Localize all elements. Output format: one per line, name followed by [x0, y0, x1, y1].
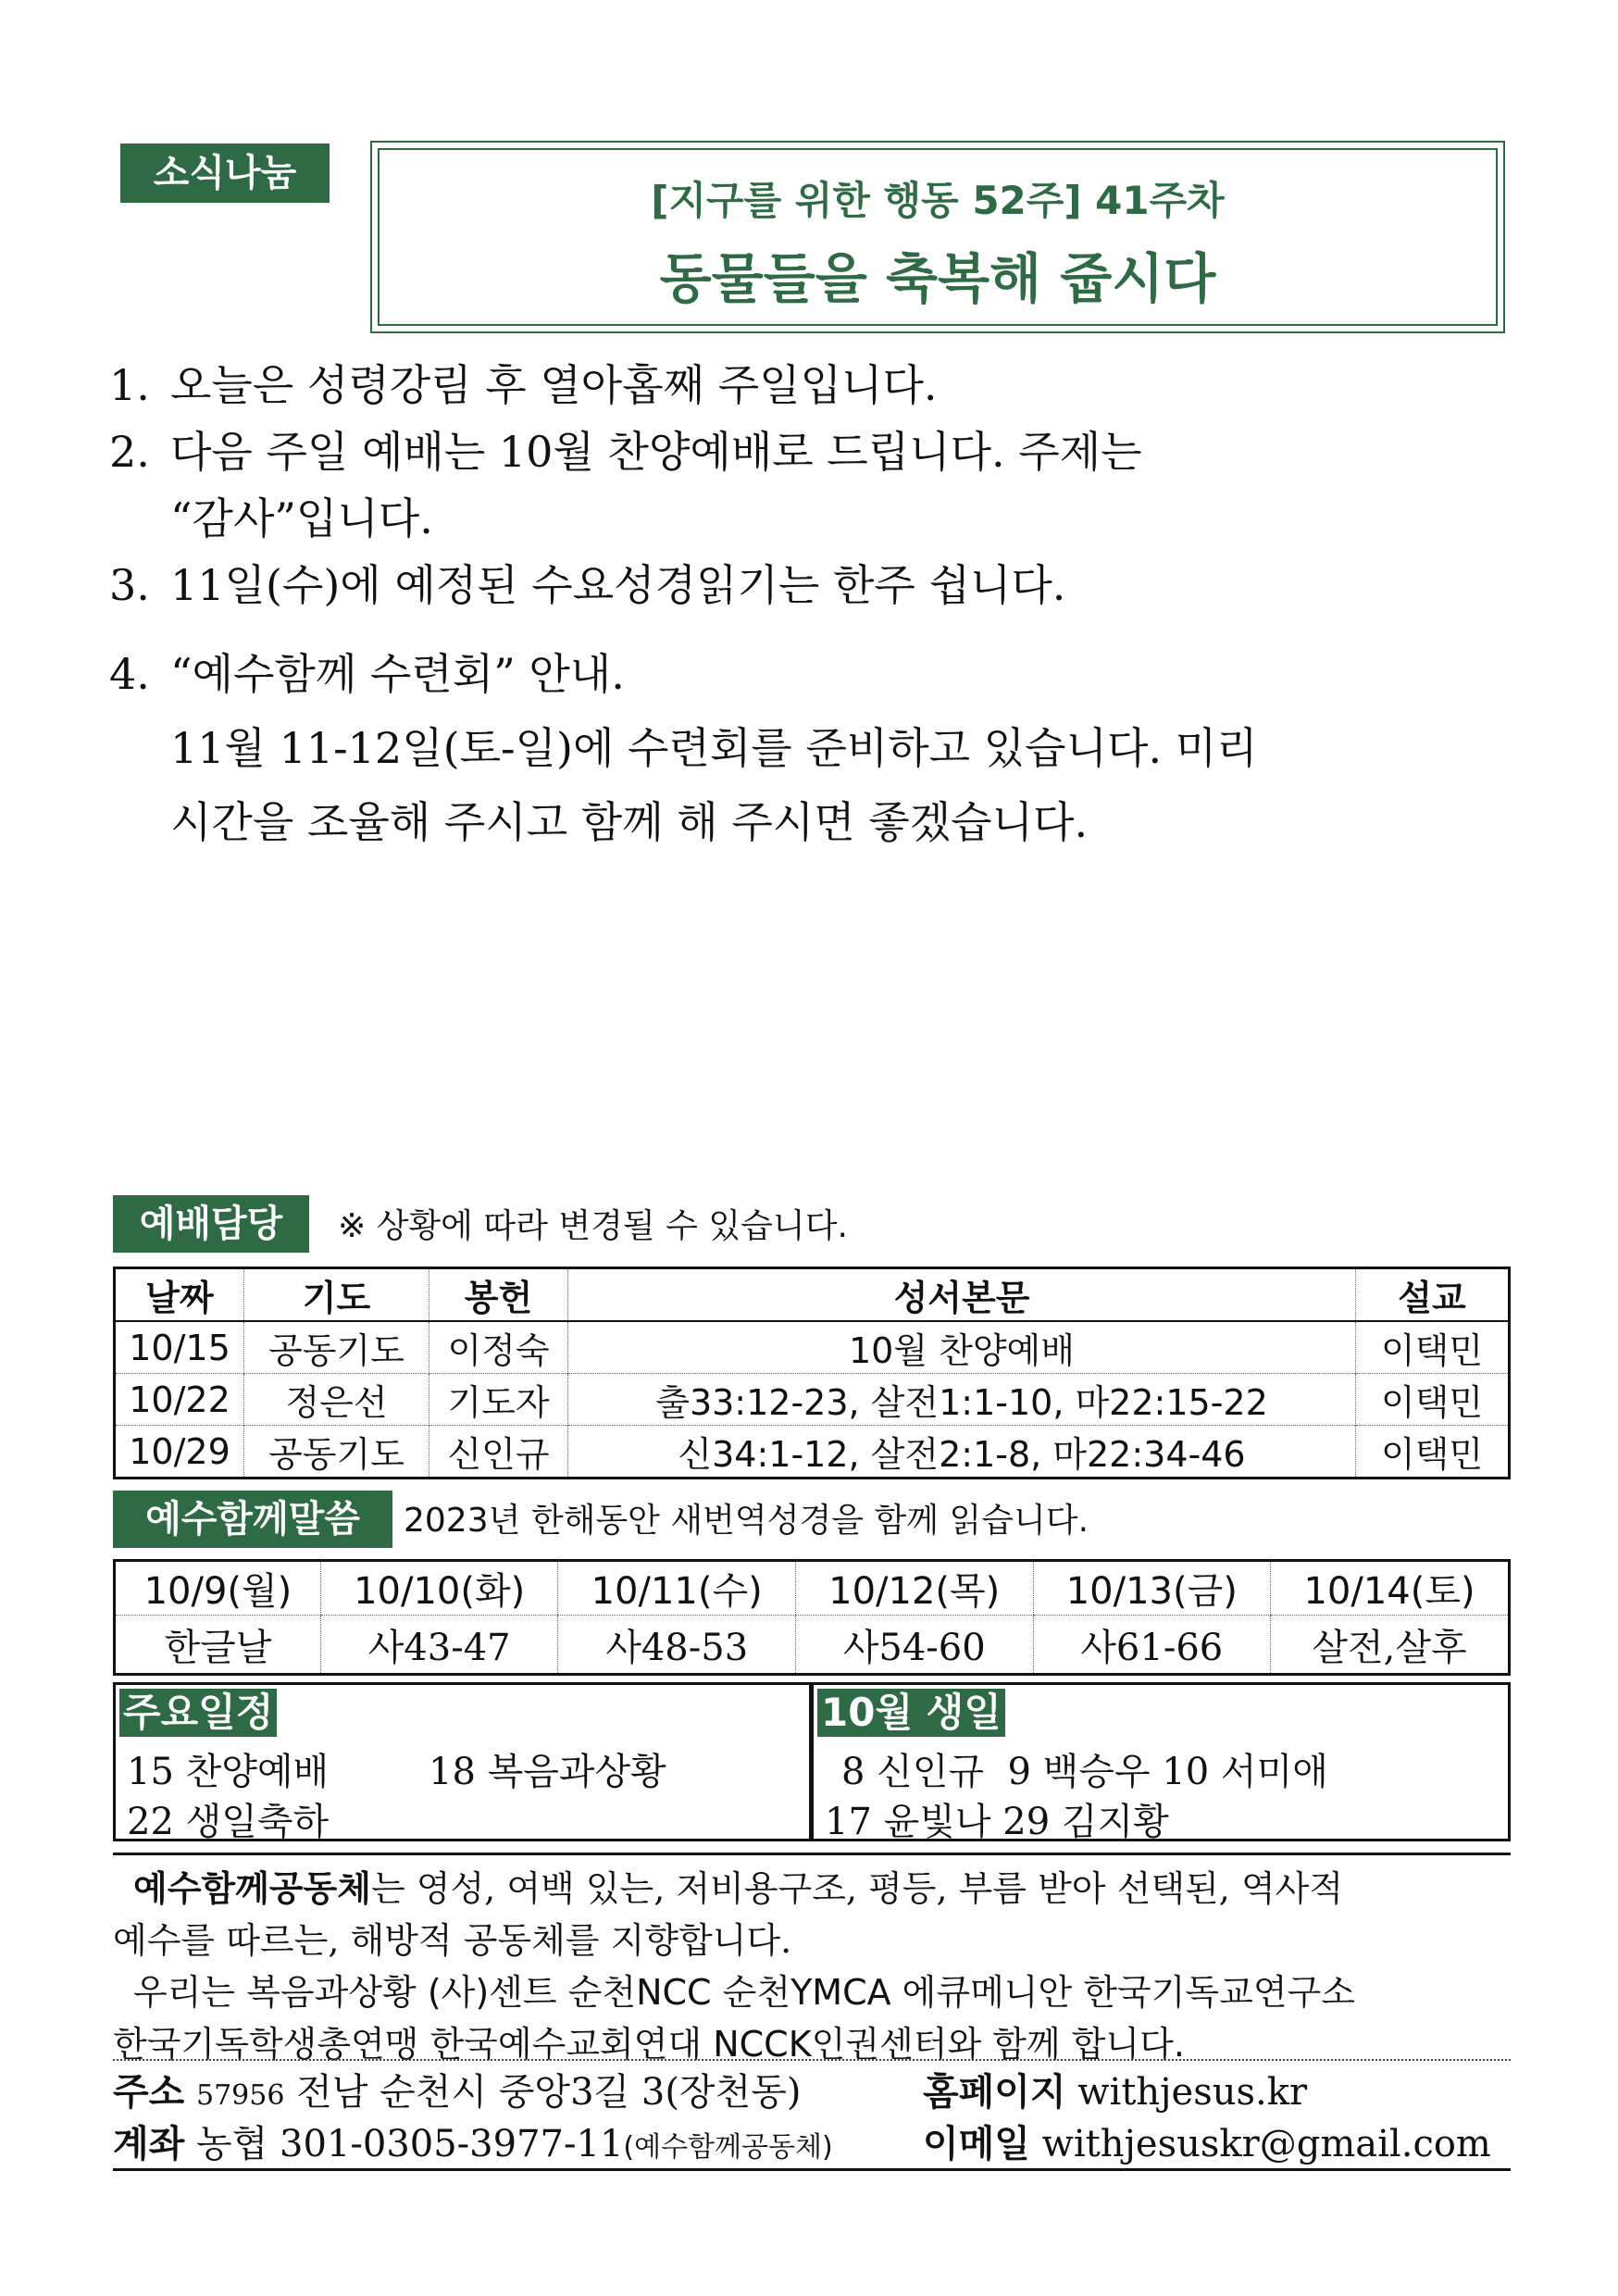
- account-label: 계좌: [113, 2123, 185, 2165]
- notice-item: [109, 641, 1516, 707]
- column-header: 기도: [244, 1268, 429, 1322]
- account-holder: (예수함께공동체): [623, 2131, 833, 2164]
- homepage-label: 홈페이지: [923, 2071, 1066, 2114]
- reading-book: 살전,살후: [1271, 1616, 1510, 1675]
- reading-date: 10/12(목): [795, 1561, 1033, 1616]
- table-cell: 출33:12-23, 살전1:1-10, 마22:15-22: [568, 1374, 1356, 1426]
- table-cell: 이택민: [1356, 1321, 1510, 1374]
- reading-date: 10/13(금): [1033, 1561, 1271, 1616]
- table-cell: 10/29: [115, 1426, 244, 1479]
- community-desc: 는 영성, 여백 있는, 저비용구조, 평등, 부름 받아 선택된, 역사적: [370, 1868, 1344, 1909]
- birthday-tag: 10월 생일: [817, 1689, 1005, 1737]
- community-partners: 우리는 복음과상황 (사)센트 순천NCC 순천YMCA 에큐메니안 한국기독교연구소: [133, 1972, 1355, 2013]
- reading-date: 10/10(화): [320, 1561, 558, 1616]
- community-line: [113, 1863, 1511, 1915]
- notice-list: [109, 352, 1516, 855]
- table-cell: 10/15: [129, 1327, 230, 1368]
- table-cell: 정은선: [244, 1374, 429, 1426]
- reading-book: 사48-53: [558, 1616, 796, 1675]
- worship-section-tag: 예배담당: [113, 1195, 309, 1253]
- reading-note: 2023년 한해동안 새번역성경을 함께 읽습니다.: [404, 1502, 1089, 1540]
- worship-note: ※ 상황에 따라 변경될 수 있습니다.: [338, 1207, 848, 1245]
- reading-book: 사43-47: [320, 1616, 558, 1675]
- footer: [113, 2066, 1511, 2170]
- table-header-row: [115, 1268, 1510, 1322]
- footer-line: [113, 2066, 1511, 2118]
- reading-books-row: [115, 1616, 1510, 1675]
- table-cell: 기도자: [429, 1374, 568, 1426]
- birthday-line: 17 윤빛나 29 김지황: [825, 1801, 1169, 1843]
- birthday-box: [812, 1682, 1511, 1841]
- table-cell: 공동기도: [244, 1426, 429, 1479]
- account-number: 301-0305-3977-11: [280, 2123, 624, 2165]
- table-cell: 이정숙: [429, 1321, 568, 1374]
- notice-item: [109, 552, 1516, 618]
- title-box: [370, 141, 1505, 333]
- table-cell: 10/22: [115, 1374, 244, 1426]
- schedule-box: [113, 1682, 812, 1841]
- address: 전남 순천시 중앙3길 3(장천동): [296, 2071, 802, 2114]
- notice-item: [109, 352, 1516, 418]
- community-partners: 한국기독학생총연맹 한국예수교회연대 NCCK인권센터와 함께 합니다.: [113, 2024, 1185, 2065]
- reading-section-tag: 예수함께말씀: [113, 1491, 392, 1548]
- notice-text: “예수함께 수련회” 안내.: [170, 649, 625, 699]
- footer-bottom-rule: [113, 2168, 1511, 2171]
- notice-text: 다음 주일 예배는 10월 찬양예배로 드립니다. 주제는: [170, 427, 1142, 477]
- table-cell: 신인규: [429, 1426, 568, 1479]
- table-cell: 이택민: [1356, 1374, 1510, 1426]
- notice-text: 11월 11-12일(토-일)에 수련회를 준비하고 있습니다. 미리: [170, 723, 1258, 773]
- notice-text: 오늘은 성령강림 후 열아홉째 주일입니다.: [170, 360, 938, 410]
- table-cell: 신34:1-12, 살전2:1-8, 마22:34-46: [568, 1426, 1356, 1479]
- reading-book: 한글날: [164, 1626, 272, 1669]
- column-header: 설교: [1356, 1268, 1510, 1322]
- schedule-tag: 주요일정: [119, 1689, 277, 1737]
- notice-item: [109, 418, 1516, 485]
- table-row: [115, 1426, 1510, 1479]
- dotted-divider: [113, 2059, 1511, 2061]
- notice-number: 3.: [109, 560, 150, 610]
- notice-number: 1.: [109, 360, 150, 410]
- table-cell: 10월 찬양예배: [568, 1321, 1356, 1374]
- notice-text: 시간을 조율해 주시고 함께 해 주시면 좋겠습니다.: [170, 797, 1089, 847]
- table-cell: 이택민: [1356, 1426, 1510, 1479]
- email-link[interactable]: withjesuskr@gmail.com: [1041, 2123, 1491, 2165]
- title-subtitle: [지구를 위한 행동 52주] 41주차: [651, 178, 1225, 223]
- table-row: [115, 1374, 1510, 1426]
- schedule-item: 22 생일축하: [127, 1801, 330, 1843]
- birthday-line: 8 신인규 9 백승우 10 서미애: [841, 1751, 1328, 1793]
- homepage-link[interactable]: withjesus.kr: [1077, 2071, 1308, 2114]
- footer-line: [113, 2118, 1511, 2170]
- notice-number: 2.: [109, 427, 150, 477]
- reading-date: 10/11(수): [558, 1561, 796, 1616]
- email-label: 이메일: [923, 2123, 1030, 2165]
- schedule-item: 18 복음과상황: [429, 1751, 666, 1793]
- community-name: 예수함께공동체: [133, 1868, 371, 1909]
- community-description: [113, 1853, 1511, 2070]
- reading-book: 사54-60: [795, 1616, 1033, 1675]
- reading-date: 10/9(월): [115, 1561, 321, 1616]
- schedule-item: 15 찬양예배: [127, 1751, 330, 1793]
- reading-date: 10/14(토): [1271, 1561, 1510, 1616]
- notice-text: “감사”입니다.: [170, 493, 433, 543]
- reading-book: 사61-66: [1033, 1616, 1271, 1675]
- news-section-tag: 소식나눔: [120, 144, 330, 203]
- column-header: 날짜: [115, 1268, 244, 1322]
- zip-code: 57956: [196, 2079, 285, 2112]
- column-header: 성서본문: [568, 1268, 1356, 1322]
- table-cell: 공동기도: [244, 1321, 429, 1374]
- worship-table: [113, 1267, 1511, 1479]
- page-title: 동물들을 축복해 줍시다: [659, 247, 1216, 310]
- column-header: 봉헌: [429, 1268, 568, 1322]
- bank-name: 농협: [196, 2123, 268, 2165]
- community-line: 예수를 따르는, 해방적 공동체를 지향합니다.: [113, 1920, 792, 1961]
- notice-text: 11일(수)에 예정된 수요성경읽기는 한주 쉽니다.: [170, 560, 1066, 610]
- reading-dates-row: [115, 1561, 1510, 1616]
- notice-number: 4.: [109, 649, 150, 699]
- address-label: 주소: [113, 2071, 185, 2114]
- table-row: [115, 1321, 1510, 1374]
- reading-table: [113, 1559, 1511, 1676]
